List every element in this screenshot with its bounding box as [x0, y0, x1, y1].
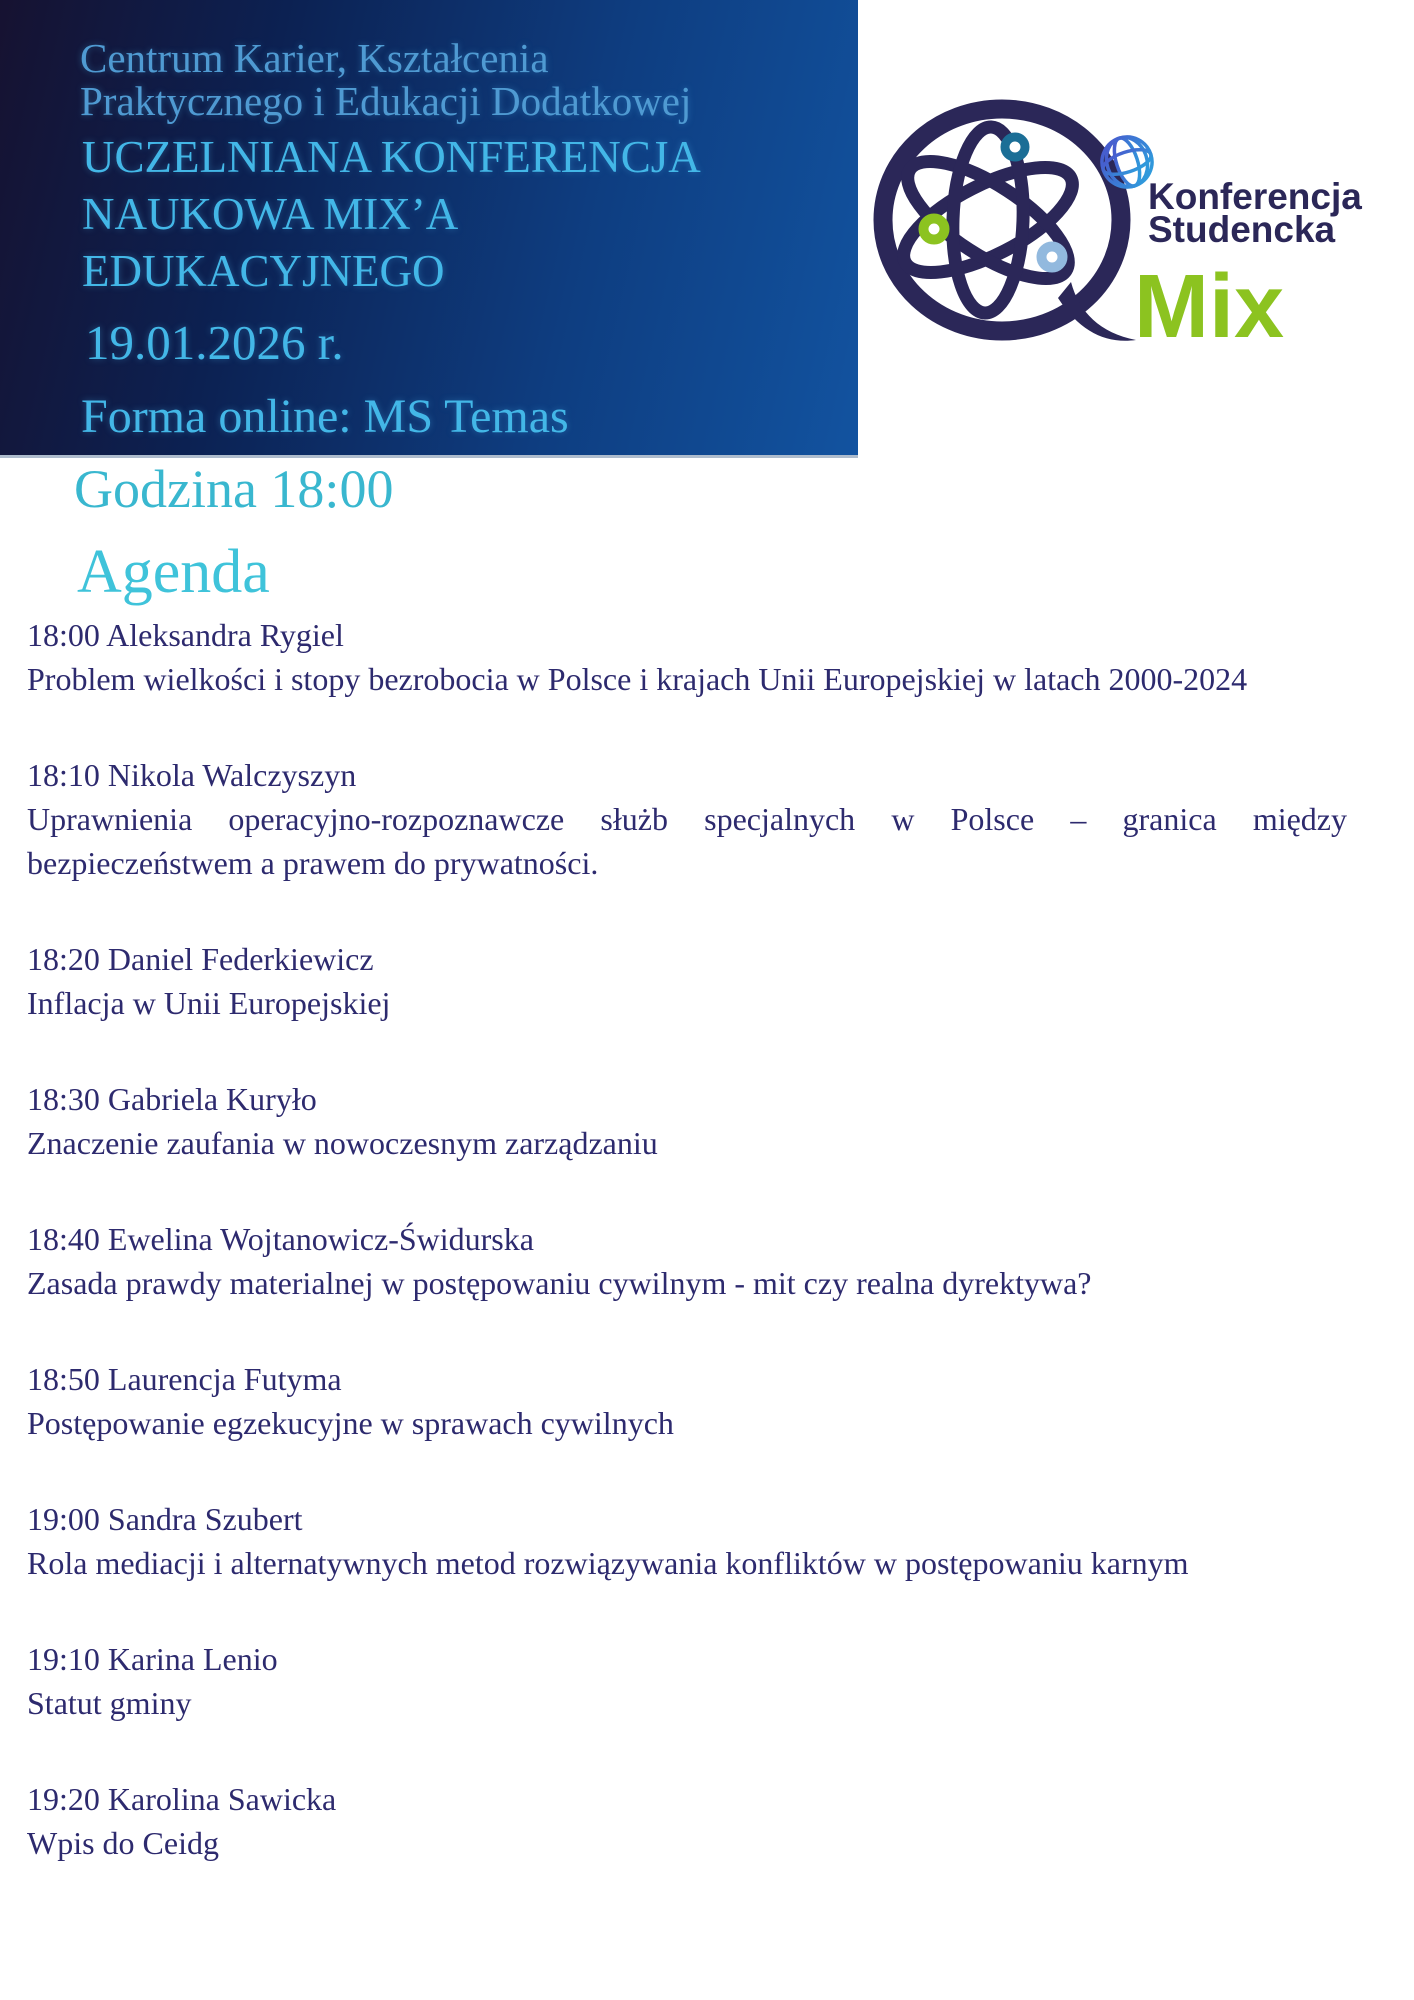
item-time: 18:20	[27, 941, 100, 977]
logo-word-studencka: Studencka	[1148, 209, 1336, 250]
item-title: Wpis do Ceidg	[27, 1825, 219, 1861]
item-speaker: Daniel Federkiewicz	[107, 941, 374, 977]
item-title: Znaczenie zaufania w nowoczesnym zarządzaniu	[27, 1125, 658, 1161]
agenda-item	[27, 1637, 1347, 1725]
conference-date: 19.01.2026 r.	[85, 315, 344, 370]
item-speaker: Sandra Szubert	[107, 1501, 303, 1537]
agenda-item-header	[27, 937, 1347, 981]
agenda-item-header	[27, 1077, 1347, 1121]
logo-word-konferencja: Konferencja	[1148, 176, 1362, 217]
agenda-item	[27, 753, 1347, 885]
agenda-item	[27, 1357, 1347, 1445]
organizer-name	[80, 37, 691, 123]
agenda-item	[27, 1777, 1347, 1865]
agenda-item-header	[27, 1497, 1347, 1541]
hero-banner	[0, 0, 858, 458]
agenda-item-header	[27, 1637, 1347, 1681]
electron-dot-lightblue-icon	[1042, 247, 1063, 268]
conference-format: Forma online: MS Temas	[81, 390, 569, 443]
item-speaker: Gabriela Kuryło	[107, 1081, 317, 1117]
agenda-item-header	[27, 753, 1347, 797]
organizer-line-1: Centrum Karier, Kształcenia	[80, 35, 549, 81]
item-speaker: Aleksandra Rygiel	[106, 617, 344, 653]
agenda-item-header	[27, 1217, 1347, 1261]
agenda-heading: Agenda	[77, 538, 270, 606]
item-time: 18:50	[27, 1361, 100, 1397]
item-title: Problem wielkości i stopy bezrobocia w Polsce i krajach Unii Europejskiej w latach 2000-2024	[27, 661, 1248, 697]
conference-time: Godzina 18:00	[74, 459, 394, 519]
item-time: 19:00	[27, 1501, 100, 1537]
item-speaker: Karina Lenio	[107, 1641, 278, 1677]
item-title: Rola mediacji i alternatywnych metod rozwiązywania konfliktów w postępowaniu karnym	[27, 1545, 1189, 1581]
organizer-line-2: Praktycznego i Edukacji Dodatkowej	[80, 78, 692, 124]
agenda-item	[27, 1077, 1347, 1165]
electron-dot-teal-icon	[1005, 137, 1025, 157]
item-speaker: Laurencja Futyma	[107, 1361, 342, 1397]
item-time: 19:20	[27, 1781, 100, 1817]
conference-logo	[860, 70, 1414, 350]
item-title: Inflacja w Unii Europejskiej	[27, 985, 391, 1021]
item-title: Postępowanie egzekucyjne w sprawach cywilnych	[27, 1405, 674, 1441]
agenda-item	[27, 1217, 1347, 1305]
item-title: Statut gminy	[27, 1685, 192, 1721]
conference-title-line-1: UCZELNIANA KONFERENCJA	[82, 132, 701, 182]
item-time: 18:00	[27, 617, 100, 653]
item-time: 18:30	[27, 1081, 100, 1117]
item-speaker: Ewelina Wojtanowicz-Świdurska	[107, 1221, 534, 1257]
agenda-item	[27, 613, 1347, 701]
item-speaker: Karolina Sawicka	[107, 1781, 337, 1817]
item-speaker: Nikola Walczyszyn	[107, 757, 357, 793]
agenda-item-header	[27, 613, 1347, 657]
item-title: Uprawnienia operacyjno-rozpoznawcze służb specjalnych w Polsce – granica między bezpieczeństwem a prawem do prywatności.	[27, 801, 1347, 881]
conference-title-line-2: NAUKOWA MIX’A	[82, 189, 459, 239]
electron-dot-green-icon	[924, 219, 945, 240]
item-time: 18:10	[27, 757, 100, 793]
agenda-list	[27, 613, 1347, 1917]
logo-word-mix: Mix	[1134, 257, 1285, 350]
item-title: Zasada prawdy materialnej w postępowaniu cywilnym - mit czy realna dyrektywa?	[27, 1265, 1092, 1301]
agenda-item	[27, 937, 1347, 1025]
conference-title-line-3: EDUKACYJNEGO	[82, 246, 445, 296]
item-time: 19:10	[27, 1641, 100, 1677]
conference-title	[82, 129, 701, 300]
agenda-item-header	[27, 1777, 1347, 1821]
agenda-item-header	[27, 1357, 1347, 1401]
agenda-item	[27, 1497, 1347, 1585]
item-time: 18:40	[27, 1221, 100, 1257]
